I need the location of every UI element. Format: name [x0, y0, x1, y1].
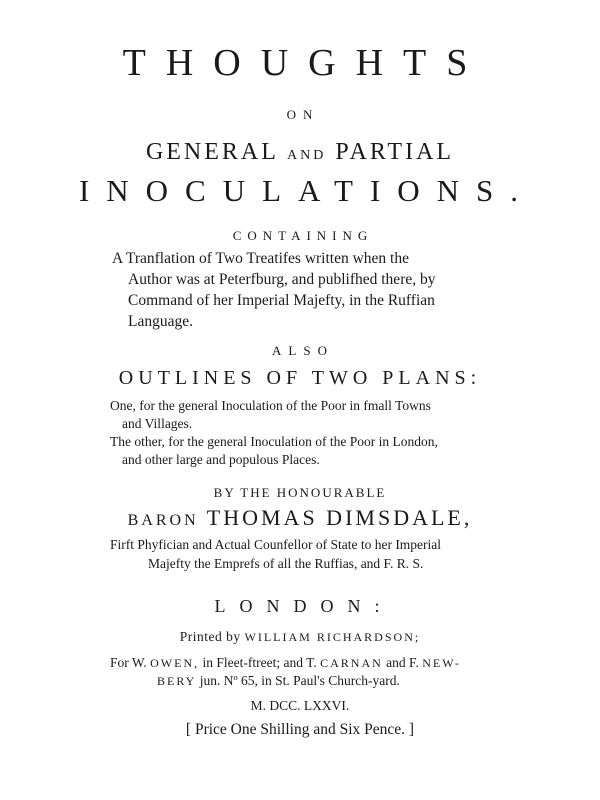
main-title: THOUGHTS	[122, 42, 488, 84]
subtitle-general-partial	[0, 140, 600, 164]
plan-line: and other large and populous Places.	[122, 452, 320, 467]
containing-line: A Tranflation of Two Treatifes written when the	[112, 250, 409, 267]
word-general: GENERAL	[145, 139, 279, 165]
publisher-owen: OWEN,	[150, 656, 200, 670]
containing-line: Command of her Imperial Majefty, in the Ruffian	[128, 292, 435, 309]
author-title: BARON	[127, 512, 199, 529]
publisher-line	[110, 656, 461, 670]
printer-line	[0, 630, 600, 644]
publication-year: M. DCC. LXXVI.	[250, 698, 350, 713]
author-credentials-line: Majefty the Emprefs of all the Ruffias, and F. R. S.	[148, 556, 424, 571]
word-partial: PARTIAL	[335, 139, 455, 165]
title-on: ON	[286, 107, 320, 122]
author-fullname: THOMAS DIMSDALE,	[206, 505, 473, 530]
printer-name: WILLIAM RICHARDSON;	[244, 630, 421, 644]
title-inoculations: INOCULATIONS.	[78, 173, 536, 208]
church-yard: jun. Nº 65, in St. Paul's Church-yard.	[199, 673, 400, 688]
plan-line: The other, for the general Inoculation of the Poor in London,	[110, 434, 438, 449]
word-and: AND	[287, 148, 327, 163]
and-f: and F.	[386, 655, 419, 670]
plan-line: and Villages.	[122, 416, 193, 431]
imprint-city: LONDON:	[214, 596, 394, 616]
plan-line: One, for the general Inoculation of the Poor in fmall Towns	[110, 398, 431, 413]
containing-line: Language.	[128, 313, 193, 330]
author-name	[0, 507, 600, 529]
price: [ Price One Shilling and Six Pence. ]	[185, 721, 415, 738]
printed-by: Printed by	[179, 629, 241, 644]
containing-label: CONTAINING	[232, 228, 374, 243]
by-the-honourable: BY THE HONOURABLE	[213, 485, 387, 500]
publisher-line	[157, 674, 400, 688]
author-credentials-line: Firft Phyfician and Actual Counfellor of State to her Imperial	[110, 537, 442, 552]
publisher-carnan: CARNAN	[320, 656, 383, 670]
also-label: ALSO	[272, 343, 334, 358]
publisher-newbery-cont: BERY	[157, 674, 197, 688]
publisher-newbery: NEW-	[422, 656, 461, 670]
outlines-heading: OUTLINES OF TWO PLANS:	[118, 367, 482, 389]
for-prefix: For W.	[110, 655, 147, 670]
containing-line: Author was at Peterfburg, and publifhed there, by	[128, 271, 436, 288]
fleet-street: in Fleet-ftreet; and T.	[202, 655, 317, 670]
